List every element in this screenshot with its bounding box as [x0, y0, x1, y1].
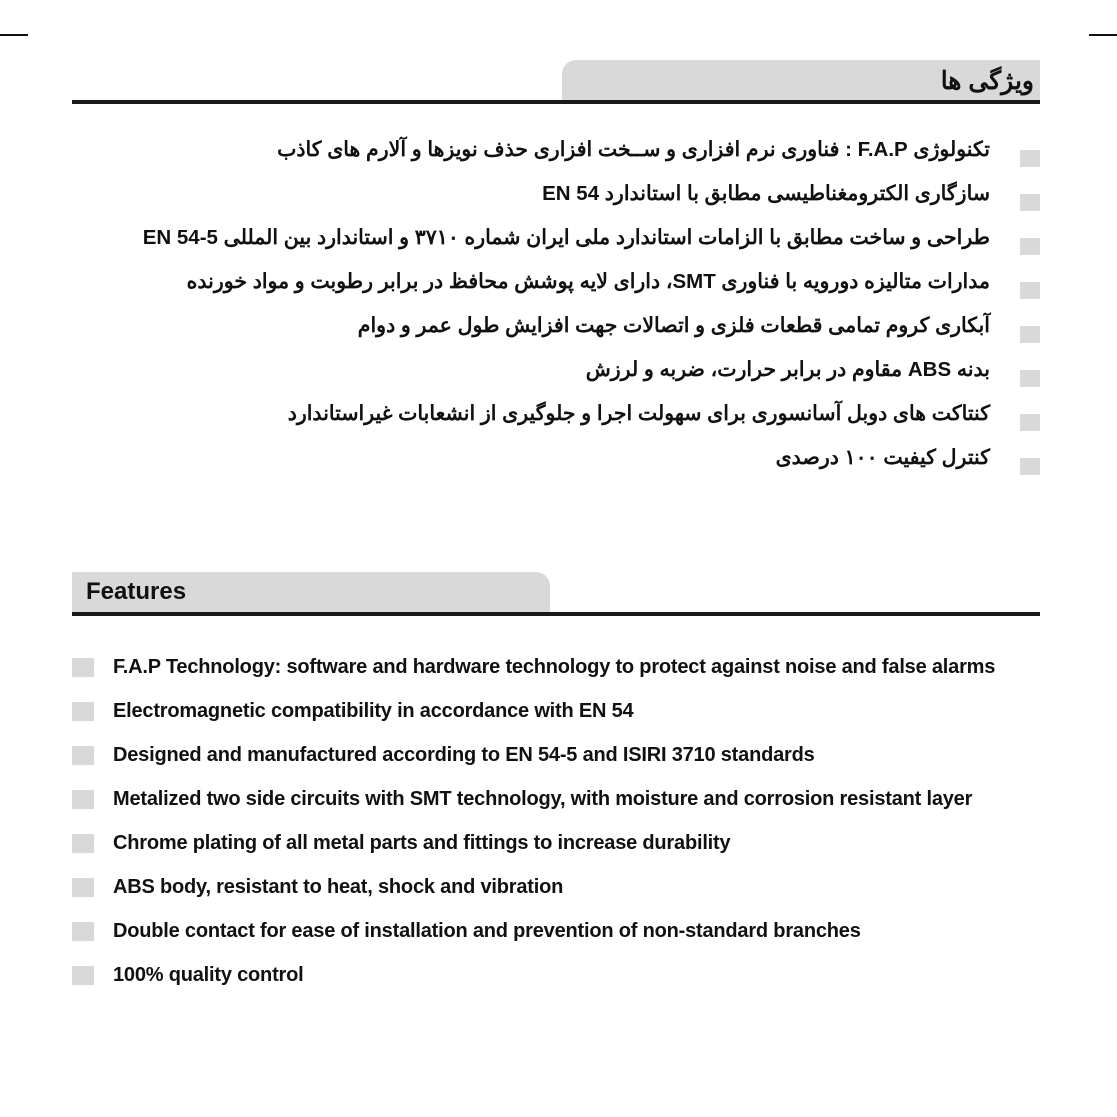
- persian-feature-item: [140, 182, 1040, 226]
- english-feature-text: Double contact for ease of installation and prevention of non-standard branches: [113, 920, 861, 942]
- persian-feature-text: آبکاری کروم تمامی قطعات فلزی و اتصالات جهت افزایش طول عمر و دوام: [357, 314, 990, 337]
- english-feature-item: [72, 831, 1062, 875]
- persian-feature-text: کنتاکت های دوبل آسانسوری برای سهولت اجرا و جلوگیری از انشعابات غیراستاندارد: [287, 402, 990, 425]
- persian-feature-text: تکنولوژی F.A.P : فناوری نرم افزاری و ســخت افزاری حذف نویزها و آلارم های کاذب: [277, 138, 990, 161]
- english-feature-item: [72, 655, 1062, 699]
- english-feature-item: [72, 787, 1062, 831]
- english-feature-item: [72, 919, 1062, 963]
- bullet-square-icon: [72, 878, 94, 897]
- bullet-square-icon: [1020, 194, 1040, 211]
- persian-header-rule: [72, 100, 1040, 104]
- persian-feature-text: بدنه ABS مقاوم در برابر حرارت، ضربه و لرزش: [585, 358, 990, 381]
- english-feature-item: [72, 875, 1062, 919]
- bullet-square-icon: [1020, 326, 1040, 343]
- persian-feature-text: طراحی و ساخت مطابق با الزامات استاندارد ملی ایران شماره ۳۷۱۰ و استاندارد بین المللی EN 54-5: [142, 226, 990, 249]
- bullet-square-icon: [72, 834, 94, 853]
- persian-feature-item: [140, 226, 1040, 270]
- english-section-title: Features: [86, 578, 187, 605]
- bullet-square-icon: [1020, 458, 1040, 475]
- persian-feature-text: مدارات متالیزه دورویه با فناوری SMT، دارای لایه پوشش محافظ در برابر رطوبت و مواد خورنده: [186, 270, 990, 293]
- english-feature-item: [72, 699, 1062, 743]
- bullet-square-icon: [1020, 238, 1040, 255]
- crop-mark-left: [0, 34, 28, 36]
- bullet-square-icon: [72, 658, 94, 677]
- persian-section-title: ویژگی ها: [940, 67, 1034, 95]
- bullet-square-icon: [72, 922, 94, 941]
- persian-feature-item: [140, 402, 1040, 446]
- bullet-square-icon: [72, 746, 94, 765]
- persian-feature-item: [140, 138, 1040, 182]
- persian-feature-list: [140, 138, 1040, 490]
- bullet-square-icon: [1020, 150, 1040, 167]
- bullet-square-icon: [1020, 414, 1040, 431]
- bullet-square-icon: [1020, 282, 1040, 299]
- english-feature-text: Electromagnetic compatibility in accordance with EN 54: [113, 700, 634, 722]
- english-feature-text: Designed and manufactured according to EN 54-5 and ISIRI 3710 standards: [113, 744, 815, 766]
- persian-feature-item: [140, 270, 1040, 314]
- bullet-square-icon: [72, 702, 94, 721]
- persian-feature-text: سازگاری الکترومغناطیسی مطابق با استاندارد EN 54: [542, 182, 990, 205]
- bullet-square-icon: [72, 790, 94, 809]
- crop-mark-right: [1089, 34, 1117, 36]
- english-feature-text: Chrome plating of all metal parts and fittings to increase durability: [113, 832, 731, 854]
- english-feature-text: F.A.P Technology: software and hardware technology to protect against noise and false alarms: [113, 656, 996, 678]
- english-feature-text: ABS body, resistant to heat, shock and vibration: [113, 876, 564, 898]
- persian-feature-item: [140, 358, 1040, 402]
- persian-feature-item: [140, 446, 1040, 490]
- persian-feature-text: کنترل کیفیت ۱۰۰ درصدی: [775, 446, 990, 469]
- english-feature-text: 100% quality control: [113, 964, 304, 986]
- bullet-square-icon: [72, 966, 94, 985]
- english-header-rule: [72, 612, 1040, 616]
- english-feature-list: [72, 655, 1062, 1007]
- english-section-header: [72, 572, 1040, 616]
- english-feature-text: Metalized two side circuits with SMT technology, with moisture and corrosion resistant layer: [113, 788, 973, 810]
- english-feature-item: [72, 743, 1062, 787]
- bullet-square-icon: [1020, 370, 1040, 387]
- english-feature-item: [72, 963, 1062, 1007]
- persian-feature-item: [140, 314, 1040, 358]
- persian-section-header: [72, 60, 1040, 104]
